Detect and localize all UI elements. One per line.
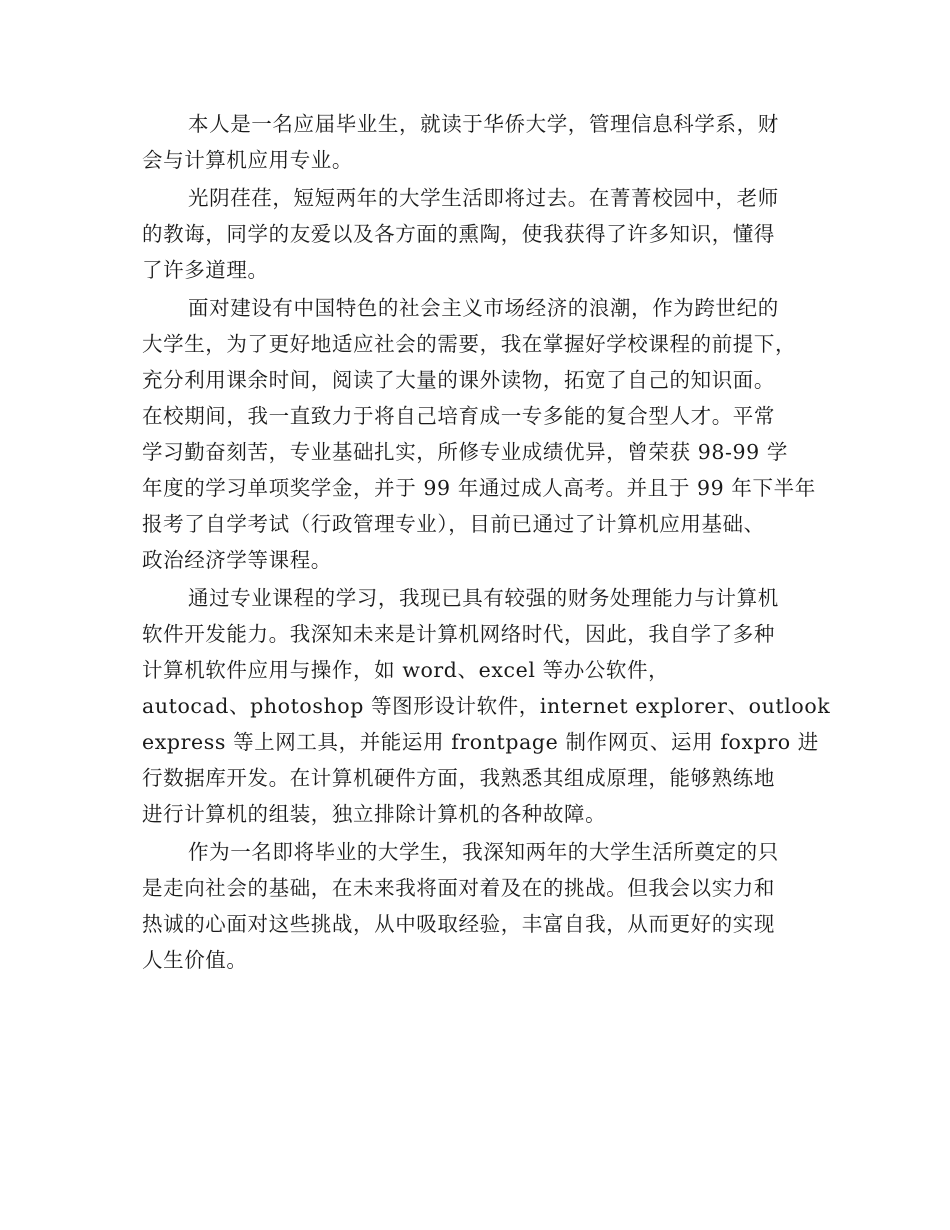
paragraph-line: 的教诲，同学的友爱以及各方面的熏陶，使我获得了许多知识，懂得 xyxy=(142,222,775,246)
paragraph-line: 光阴荏荏，短短两年的大学生活即将过去。在菁菁校园中，老师 xyxy=(188,186,779,210)
paragraph-line: 面对建设有中国特色的社会主义市场经济的浪潮，作为跨世纪的 xyxy=(188,296,779,320)
paragraph-line: 进行计算机的组装，独立排除计算机的各种故障。 xyxy=(142,802,607,826)
paragraph-line: 行数据库开发。在计算机硬件方面，我熟悉其组成原理，能够熟练地 xyxy=(142,766,775,790)
paragraph xyxy=(142,290,816,578)
paragraph-line: 政治经济学等课程。 xyxy=(142,548,332,572)
paragraph xyxy=(142,834,810,978)
paragraph-line: 是走向社会的基础，在未来我将面对着及在的挑战。但我会以实力和 xyxy=(142,876,775,900)
paragraph-line: 年度的学习单项奖学金，并于 99 年通过成人高考。并且于 99 年下半年 xyxy=(142,476,816,500)
paragraph-line: 会与计算机应用专业。 xyxy=(142,148,353,172)
document-body xyxy=(142,106,831,978)
paragraph-line: 本人是一名应届毕业生，就读于华侨大学，管理信息科学系，财 xyxy=(188,112,779,136)
paragraph-line: 热诚的心面对这些挑战，从中吸取经验，丰富自我，从而更好的实现 xyxy=(142,912,775,936)
paragraph-line: 了许多道理。 xyxy=(142,258,269,282)
paragraph-line: 软件开发能力。我深知未来是计算机网络时代，因此，我自学了多种 xyxy=(142,622,775,646)
paragraph-line: 报考了自学考试（行政管理专业），目前已通过了计算机应用基础、 xyxy=(142,512,765,536)
paragraph-line: express 等上网工具，并能运用 frontpage 制作网页、运用 foxpro 进 xyxy=(142,730,819,754)
paragraph xyxy=(142,180,810,288)
paragraph-line: 学习勤奋刻苦，专业基础扎实，所修专业成绩优异，曾荣获 98-99 学 xyxy=(142,440,789,464)
paragraph-line: 人生价值。 xyxy=(142,948,248,972)
paragraph-line: autocad、photoshop 等图形设计软件，internet explorer、outlook xyxy=(142,694,831,718)
paragraph-line: 大学生，为了更好地适应社会的需要，我在掌握好学校课程的前提下， xyxy=(142,332,797,356)
paragraph-line: 通过专业课程的学习，我现已具有较强的财务处理能力与计算机 xyxy=(188,586,779,610)
paragraph xyxy=(142,106,810,178)
paragraph-line: 在校期间，我一直致力于将自己培育成一专多能的复合型人才。平常 xyxy=(142,404,775,428)
paragraph xyxy=(142,580,831,832)
paragraph-line: 作为一名即将毕业的大学生，我深知两年的大学生活所奠定的只 xyxy=(188,840,779,864)
paragraph-line: 计算机软件应用与操作，如 word、excel 等办公软件， xyxy=(142,658,670,682)
paragraph-line: 充分利用课余时间，阅读了大量的课外读物，拓宽了自己的知识面。 xyxy=(142,368,775,392)
